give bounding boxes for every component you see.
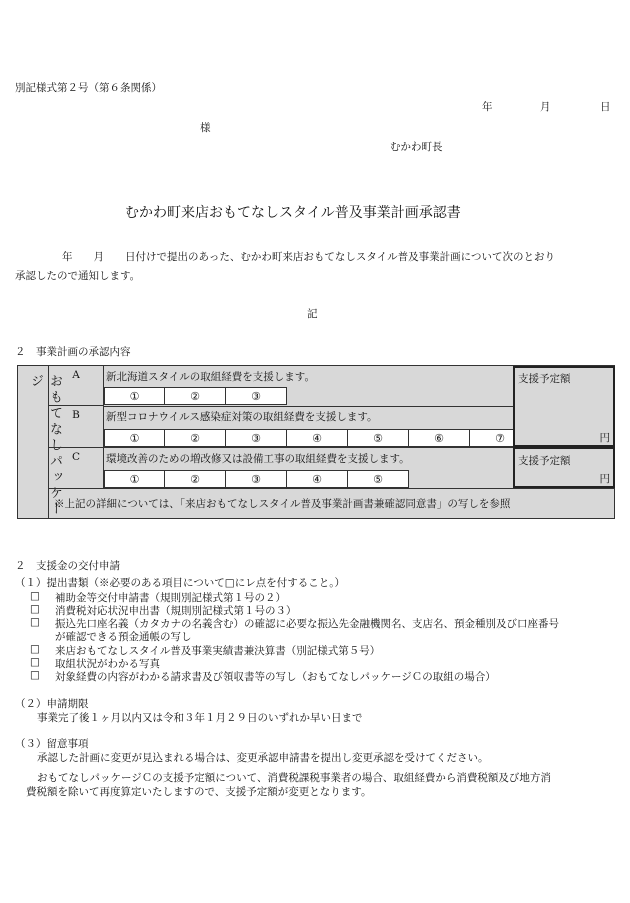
- package-b-letter: B: [49, 406, 104, 448]
- package-a-item[interactable]: ③: [226, 387, 287, 405]
- doc-item-continuation: が確認できる預金通帳の写し: [55, 631, 192, 643]
- doc-checkbox[interactable]: □: [30, 669, 40, 681]
- amount-label: 支援予定額: [518, 373, 571, 385]
- package-a-text: 新北海道スタイルの取組経費を支援します。: [106, 371, 315, 383]
- package-a-letter: A: [49, 366, 104, 406]
- deadline-heading: （２）申請期限: [15, 698, 89, 710]
- date-month: 月: [540, 101, 551, 113]
- package-b-items: [104, 429, 531, 447]
- amount-box-ab[interactable]: [513, 366, 615, 447]
- package-b-item[interactable]: ①: [104, 429, 165, 447]
- amount-label: 支援予定額: [518, 455, 571, 467]
- notes-line-2: おもてなしパッケージＣの支援予定額について、消費税課税事業者の場合、取組経費から消費税額及び地方消: [37, 772, 551, 784]
- date-year: 年: [482, 101, 493, 113]
- form-number: 別記様式第２号（第６条関係）: [15, 82, 162, 94]
- intro-line-1: 年 月 日付けで提出のあった、むかわ町来店おもてなしスタイル普及事業計画について次のとおり: [62, 251, 555, 263]
- issuer: むかわ町長: [390, 141, 443, 153]
- notes-line-1: 承認した計画に変更が見込まれる場合は、変更承認申請書を提出し変更承認を受けてください。: [37, 752, 489, 764]
- date-day: 日: [600, 101, 611, 113]
- doc-checkbox[interactable]: □: [30, 656, 40, 668]
- doc-checkbox[interactable]: □: [30, 590, 40, 602]
- notes-line-3: 費税額を除いて再度算定いたしますので、支援予定額が変更となります。: [26, 786, 372, 798]
- package-table: [17, 365, 615, 519]
- addressee-suffix: 様: [200, 122, 211, 134]
- package-a-item[interactable]: ①: [104, 387, 165, 405]
- package-a-item[interactable]: ②: [165, 387, 226, 405]
- row-divider: [104, 447, 513, 448]
- section1-heading: ２ 事業計画の承認内容: [15, 346, 131, 358]
- package-note: ※上記の詳細については、「来店おもてなしスタイル普及事業計画書兼確認同意書」の写しを参照: [54, 498, 511, 510]
- note-divider: [49, 488, 615, 489]
- package-c-items: [104, 470, 409, 488]
- package-a-items: [104, 387, 287, 405]
- package-b-item[interactable]: ④: [287, 429, 348, 447]
- docs-heading: （１）提出書類（※必要のある項目について□にレ点を付すること。）: [15, 577, 345, 589]
- doc-item: 来店おもてなしスタイル普及事業実績書兼決算書（別記様式第５号）: [55, 645, 381, 657]
- document-title: むかわ町来店おもてなしスタイル普及事業計画承認書: [125, 205, 461, 221]
- package-side-label: おもてなしパッケージ: [18, 366, 49, 518]
- package-b-item[interactable]: ⑥: [409, 429, 470, 447]
- package-b-item[interactable]: ⑤: [348, 429, 409, 447]
- package-c-item[interactable]: ②: [165, 470, 226, 488]
- doc-item: 取組状況がわかる写真: [55, 658, 160, 670]
- package-c-item[interactable]: ①: [104, 470, 165, 488]
- amount-unit: 円: [599, 473, 610, 485]
- notes-heading: （３）留意事項: [15, 738, 89, 750]
- doc-item: 対象経費の内容がわかる請求書及び領収書等の写し（おもてなしパッケージＣの取組の場合）: [55, 671, 496, 683]
- amount-unit: 円: [599, 432, 610, 444]
- ki-label: 記: [307, 308, 318, 320]
- doc-item: 補助金等交付申請書（規則別記様式第１号の２）: [55, 592, 286, 604]
- package-c-text: 環境改善のための増改修又は設備工事の取組経費を支援します。: [106, 453, 410, 465]
- package-b-item[interactable]: ③: [226, 429, 287, 447]
- doc-item: 振込先口座名義（カタカナの名義含む）の確認に必要な振込先金融機関名、支店名、預金種別及び口座番号: [55, 618, 559, 630]
- package-c-item[interactable]: ③: [226, 470, 287, 488]
- intro-line-2: 承認したので通知します。: [15, 270, 141, 282]
- doc-checkbox[interactable]: □: [30, 603, 40, 615]
- package-c-item[interactable]: ④: [287, 470, 348, 488]
- package-b-item[interactable]: ②: [165, 429, 226, 447]
- row-divider: [104, 406, 513, 407]
- package-b-text: 新型コロナウイルス感染症対策の取組経費を支援します。: [106, 411, 378, 423]
- package-c-letter: C: [49, 448, 104, 488]
- package-c-item[interactable]: ⑤: [348, 470, 409, 488]
- deadline-text: 事業完了後１ヶ月以内又は令和３年１月２９日のいずれか早い日まで: [37, 712, 363, 724]
- amount-box-c[interactable]: [513, 447, 615, 488]
- doc-checkbox[interactable]: □: [30, 616, 40, 628]
- section2-heading: ２ 支援金の交付申請: [15, 560, 120, 572]
- package-b-item[interactable]: ⑦: [470, 429, 531, 447]
- doc-checkbox[interactable]: □: [30, 643, 40, 655]
- doc-item: 消費税対応状況申出書（規則別記様式第１号の３）: [55, 605, 297, 617]
